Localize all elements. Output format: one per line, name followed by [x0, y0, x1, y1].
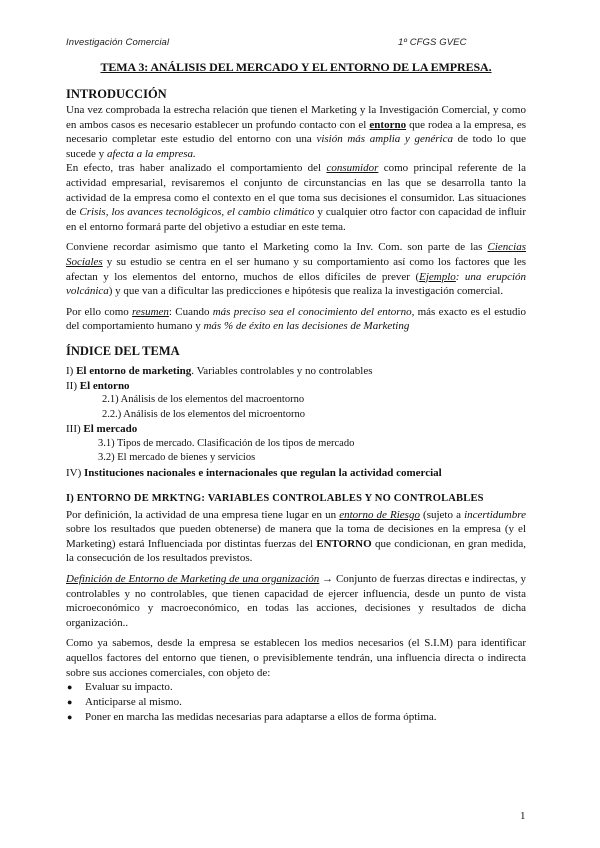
text-run: ) y que van a dificultar las predicciones e hipótesis que realiza la investigación comercial. — [108, 285, 504, 298]
intro-paragraph-3 — [66, 240, 526, 298]
text-run: como principal referente de la actividad empresarial, revisaremos el conjunto de circunstancias en las que se desarrolla tanto la actividad de la empresa como el contexto en el que toma sus decisiones el consumidor. Las situaciones de — [66, 162, 526, 219]
text-run: más preciso sea el conocimiento del entorno, — [212, 305, 415, 318]
text-run: visión más amplia y genérica — [316, 133, 453, 146]
list-item-text: Evaluar su impacto. — [85, 681, 173, 694]
header-subject: Investigación Comercial — [66, 37, 170, 48]
text-run: Ciencias Sociales — [66, 241, 526, 268]
text-run: → Conjunto de fuerzas directas e indirectas, y controlables y no controlables, que tienen capacidad de ejercer influencia, desde un punto de vista microeconómico y macroeconómico, en todas las acciones, decisiones y resultados de dicha organización.. — [66, 573, 527, 629]
header-course: 1º CFGS GVEC — [398, 37, 467, 48]
toc-number: III) — [66, 423, 84, 436]
text-run: Crisis, los avances tecnológicos, el cambio climático — [79, 206, 315, 219]
intro-paragraph-2 — [66, 161, 526, 234]
index-heading: ÍNDICE DEL TEMA — [66, 343, 180, 358]
toc-item-3-1: 3.1) Tipos de mercado. Clasificación de los tipos de mercado — [98, 437, 355, 449]
toc-number: IV) — [66, 467, 85, 480]
intro-heading: INTRODUCCIÓN — [66, 87, 167, 101]
page-title: TEMA 3: ANÁLISIS DEL MERCADO Y EL ENTORNO DE LA EMPRESA. — [100, 60, 492, 74]
section1-paragraph-3: Como ya sabemos, desde la empresa se establecen los medios necesarios (el S.I.M) para identificar aquellos factores del entorno que tienen, o previsiblemente tendrán, una influencia directa o indirecta sobre sus acciones comerciales, con objeto de: — [66, 637, 526, 679]
text-run: y cualquier otro factor con capacidad de influir en el entorno formará parte del objetivo a estudiar en este tema. — [66, 206, 527, 233]
toc-item-3 — [66, 422, 526, 437]
toc-number: I) — [66, 364, 77, 377]
text-run: Definición de Entorno de Marketing de una organización — [66, 573, 320, 586]
list-item — [66, 695, 526, 710]
text-run: ENTORNO — [316, 537, 372, 550]
text-run: Una vez comprobada la estrecha relación que tienen el Marketing y la Investigación Comercial, y como en ambos casos es necesario establecer un profundo contacto con el — [66, 104, 526, 131]
toc-number: II) — [66, 379, 80, 392]
toc-item-1 — [66, 364, 526, 379]
text-run: Por ello como — [66, 305, 133, 318]
page-content — [66, 60, 526, 725]
text-run: que condicionan, en gran medida, la consecución de los resultados previstos. — [66, 537, 526, 565]
toc-title: Instituciones nacionales e internacionales que regulan la actividad comercial — [84, 467, 442, 480]
toc-title: El entorno — [79, 379, 130, 392]
section1-paragraph-1 — [66, 508, 526, 566]
text-run: (sujeto a — [419, 508, 465, 521]
section1-heading: I) ENTORNO DE MRKTNG: VARIABLES CONTROLABLES Y NO CONTROLABLES — [66, 492, 484, 504]
text-run: Conviene recordar asimismo que tanto el Marketing como la Inv. Com. son parte de las — [66, 241, 488, 254]
list-item-text: Anticiparse al mismo. — [85, 696, 182, 709]
section1-paragraph-2 — [66, 572, 526, 630]
list-item — [66, 710, 526, 725]
text-run: : Cuando — [168, 305, 213, 318]
text-run: resumen — [132, 305, 169, 318]
intro-paragraph-4 — [66, 305, 526, 334]
intro-paragraph-1 — [66, 103, 526, 161]
page-number: 1 — [520, 810, 526, 822]
text-run: y su estudio se centra en el ser humano y su comportamiento así como los factores que les afectan y los elementos del entorno, muchos de ellos difíciles de prever ( — [66, 255, 526, 283]
text-run: afecta a la empresa. — [106, 147, 196, 160]
text-run: más exacto es el estudio del comportamiento humano y — [66, 305, 527, 333]
text-run: Ejemplo — [419, 270, 456, 283]
text-run: : una erupción volcánica — [66, 270, 527, 298]
toc-item-2 — [66, 379, 526, 394]
text-run: de todo lo que sucede y — [66, 133, 526, 160]
text-run: consumidor — [326, 162, 379, 175]
list-item — [66, 680, 526, 695]
toc-title: El mercado — [83, 423, 138, 436]
toc-item-2-1: 2.1) Análisis de los elementos del macroentorno — [102, 394, 305, 406]
bullet-icon: ● — [67, 682, 73, 693]
text-run: entorno de Riesgo — [339, 508, 420, 521]
bullet-icon: ● — [67, 697, 73, 708]
toc-text: . Variables controlables y no controlables — [191, 364, 373, 377]
objectives-list — [66, 680, 526, 725]
toc-item-2-2: 2.2.) Análisis de los elementos del microentorno — [102, 408, 305, 420]
bullet-icon: ● — [67, 712, 73, 723]
text-run: incertidumbre — [464, 508, 526, 521]
text-run: más % de éxito en las decisiones de Marketing — [203, 320, 410, 333]
text-run: sobre los resultados que pueden obtenerse) de manera que la toma de decisiones en la empresa (y el Marketing) estará Influenciada por distintas fuerzas del — [66, 523, 526, 550]
toc-item-3-2: 3.2) El mercado de bienes y servicios — [98, 452, 256, 464]
text-run: En efecto, tras haber analizado el comportamiento del — [66, 162, 327, 175]
toc-item-4 — [66, 466, 526, 481]
table-of-contents — [66, 364, 526, 481]
list-item-text: Poner en marcha las medidas necesarias para adaptarse a ellos de forma óptima. — [85, 711, 437, 724]
text-run: entorno — [369, 118, 407, 131]
text-run: Por definición, la actividad de una empresa tiene lugar en un — [66, 508, 340, 521]
toc-title: El entorno de marketing — [76, 364, 192, 377]
text-run: que rodea a la empresa, es necesario completar este estudio del entorno con una — [66, 118, 526, 146]
